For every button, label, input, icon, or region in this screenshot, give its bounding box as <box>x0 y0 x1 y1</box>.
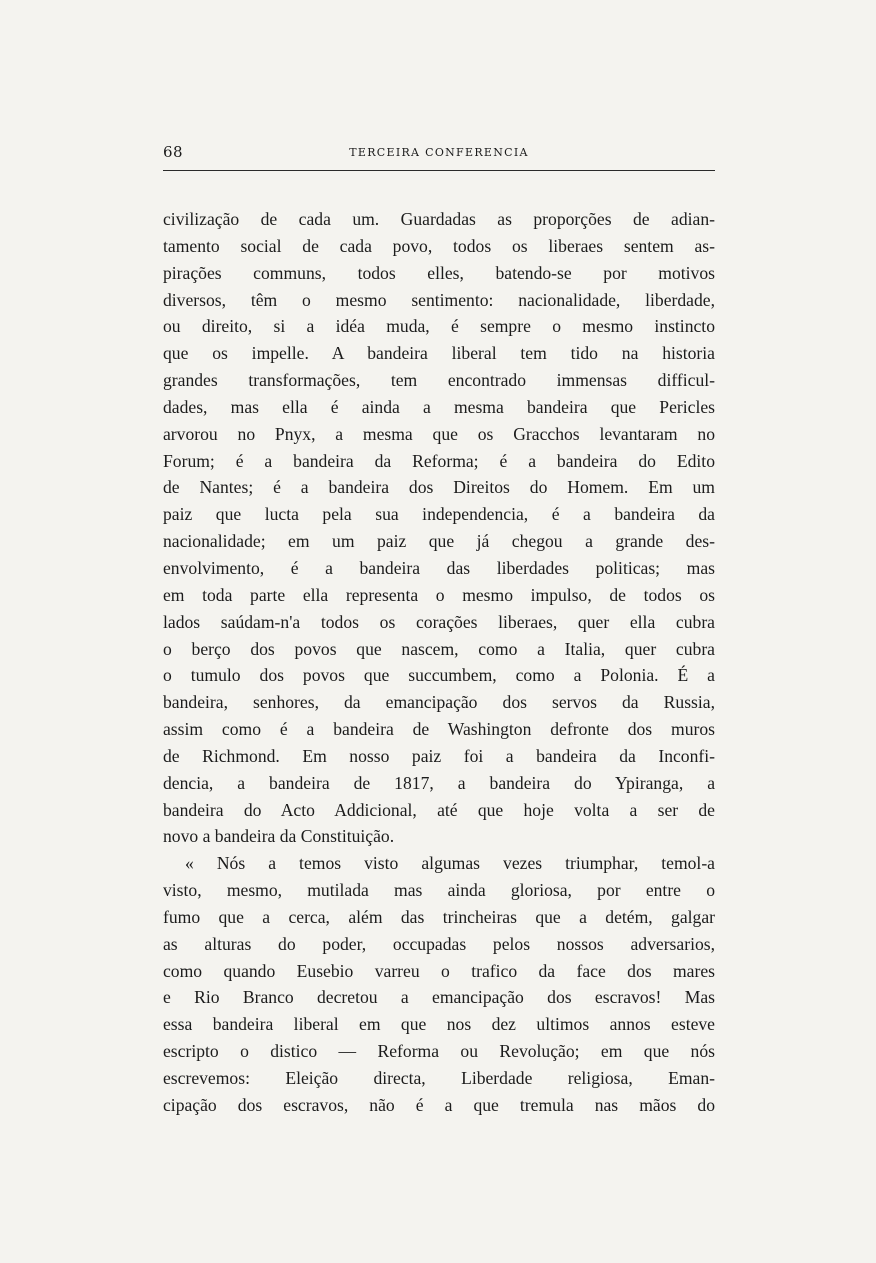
text-line: « Nós a temos visto algumas vezes triumphar, temol-a <box>185 853 715 874</box>
text-line: novo a bandeira da Constituição. <box>163 826 395 847</box>
text-line: e Rio Branco decretou a emancipação dos escravos! Mas <box>163 987 715 1008</box>
paragraph-1 <box>163 206 715 850</box>
text-line: que os impelle. A bandeira liberal tem tido na historia <box>163 343 715 364</box>
text-line: dencia, a bandeira de 1817, a bandeira do Ypiranga, a <box>163 772 715 793</box>
text-line: o berço dos povos que nascem, como a Italia, quer cubra <box>163 638 715 659</box>
running-title: TERCEIRA CONFERENCIA <box>349 146 529 159</box>
text-line: arvorou no Pnyx, a mesma que os Gracchos levantaram no <box>163 423 715 444</box>
header-rule <box>163 170 715 171</box>
text-line: grandes transformações, tem encontrado immensas difficul- <box>163 370 715 391</box>
text-line: envolvimento, é a bandeira das liberdades politicas; mas <box>163 557 715 578</box>
text-line: lados saúdam-n'a todos os corações liberaes, quer ella cubra <box>163 611 715 632</box>
text-line: bandeira do Acto Addicional, até que hoje volta a ser de <box>163 799 715 820</box>
running-head <box>163 143 715 165</box>
text-line: as alturas do poder, occupadas pelos nossos adversarios, <box>163 933 715 954</box>
text-line: como quando Eusebio varreu o trafico da face dos mares <box>163 960 715 981</box>
text-line: assim como é a bandeira de Washington defronte dos muros <box>163 719 715 740</box>
text-line: tamento social de cada povo, todos os liberaes sentem as- <box>163 235 715 256</box>
text-line: nacionalidade; em um paiz que já chegou a grande des- <box>163 531 715 552</box>
text-line: pirações communs, todos elles, batendo-se por motivos <box>163 262 715 283</box>
text-line: visto, mesmo, mutilada mas ainda gloriosa, por entre o <box>163 880 715 901</box>
text-line: paiz que lucta pela sua independencia, é a bandeira da <box>163 504 715 525</box>
text-line: dades, mas ella é ainda a mesma bandeira que Pericles <box>163 396 715 417</box>
page-number: 68 <box>163 143 184 161</box>
text-line: escripto o distico — Reforma ou Revolução; em que nós <box>163 1041 715 1062</box>
text-line: fumo que a cerca, além das trincheiras que a detém, galgar <box>163 906 715 927</box>
text-line: civilização de cada um. Guardadas as proporções de adian- <box>163 209 715 229</box>
text-line: bandeira, senhores, da emancipação dos servos da Russia, <box>163 692 715 713</box>
text-line: de Richmond. Em nosso paiz foi a bandeira da Inconfi- <box>163 745 715 766</box>
text-line: o tumulo dos povos que succumbem, como a Polonia. É a <box>163 665 715 686</box>
text-line: ou direito, si a idéa muda, é sempre o mesmo instincto <box>163 316 715 337</box>
text-line: escrevemos: Eleição directa, Liberdade religiosa, Eman- <box>163 1068 715 1088</box>
paragraph-2 <box>163 850 715 1118</box>
text-line: essa bandeira liberal em que nos dez ultimos annos esteve <box>163 1014 715 1035</box>
body-text <box>163 206 715 1119</box>
text-line: de Nantes; é a bandeira dos Direitos do Homem. Em um <box>163 477 715 498</box>
text-line: Forum; é a bandeira da Reforma; é a bandeira do Edito <box>163 450 715 471</box>
text-line: cipação dos escravos, não é a que tremula nas mãos do <box>163 1094 715 1115</box>
text-line: diversos, têm o mesmo sentimento: nacionalidade, liberdade, <box>163 289 715 310</box>
text-line: em toda parte ella representa o mesmo impulso, de todos os <box>163 584 715 605</box>
